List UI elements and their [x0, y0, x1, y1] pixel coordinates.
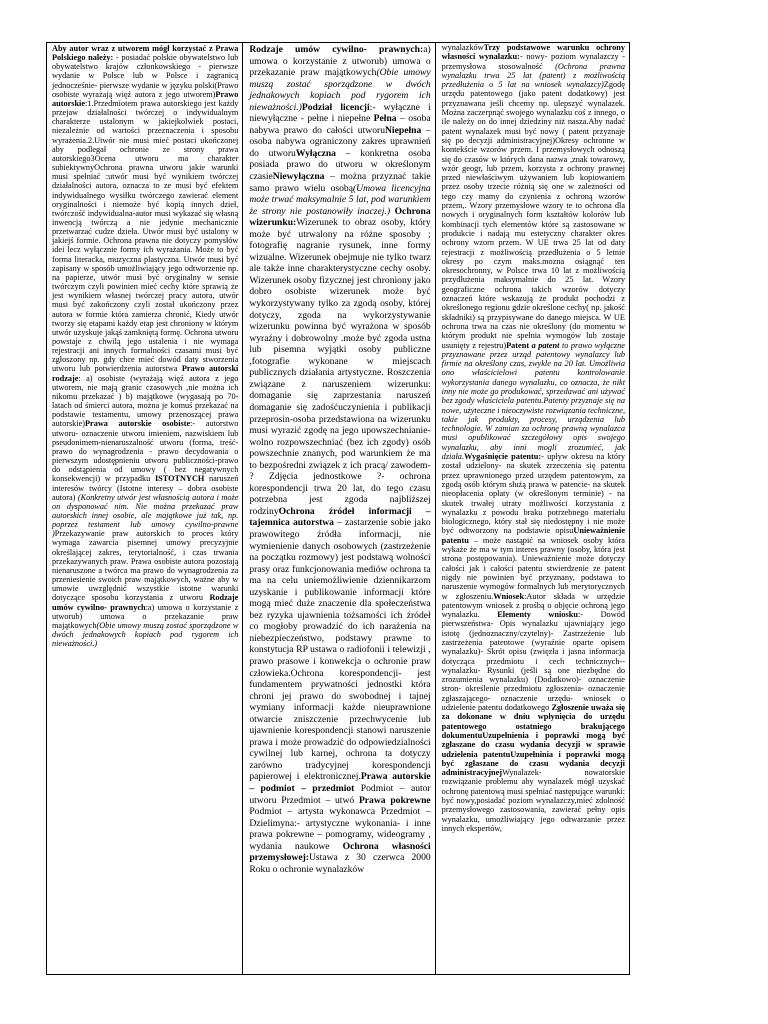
text-run: naruszeń interesów twórcy (Istotne interesy – dobra osobiste autora) [52, 474, 239, 502]
text-run: Unieważnienie patentu [441, 526, 625, 545]
text-run: Ochrona własności przemysłowej: [249, 840, 431, 864]
text-column-1 [47, 43, 242, 974]
text-run: :- wyłączne i niewyłączne - pełne i niepełne [249, 101, 431, 125]
text-run: (Umowa licencyjna może trwać maksymalnie 5 lat, pod warunkiem że strony nie postanowiły inaczej.) [249, 182, 431, 217]
text-run: Prawa autorskie osobiste [85, 419, 191, 429]
text-run: Wygaśnięcie patentu: [464, 452, 542, 462]
text-run: :1.Przedmiotem prawa autorskiego jest każdy przejaw działalności twórczej o indywidualnym charakterze ustalonym w jakiejkolwiek postaci, niezależnie od wartości przeznaczenia i sposobu wyrażenia.2.Utwór nie musi mieć postaci ukończonej aby podlegał ochronie ze strony prawa autorskiego3Ocena utworu ma charakter subiektywnyOchrona prawna utworu jakie warunki musi spełniać :utwór musi być wynikiem twórczej działalności autora, oznacza to ze musi być efektem indywidualnego wysiłku twórczego zawierać element oryginalności i niemoże być kopią innych dzieł, twórczość indywidualna-autor musi wykazać się własną inwencją twórczą a nie jedynie mechanicznie przetwarzać cudze dzieła. Utwór musi być ustalony w jakiejś formie. Ochrona prawna nie dotyczy pomysłów idei lecz wyłącznie formy ich wyrażania. Może to być forma literacka, muzyczna plastyczna. Utwór musi być zapisany w sposób umożliwiający jego odtworzenie np. na papierze, utwór musi być oryginalny w sensie twórczym czyli powinien mieć cechy które sprawią że jest wynikiem własnej twórczej pracy autora, utwór musi być zakończony czyli został ukończony przez autora w formie która zamierza chronić, Kiedy utwór tworzy się etapami każdy etap jest chroniony w którym utwór uzyskuje jakąś zamkniętą formę. Ochrona utworu powstaje z chwilą jego ustalenia i nie wymaga rejestracji ani innych formalności czasami musi być zgłoszony np. gdy chce mieć dowód daty stworzenia utworu lub potwierdzenia autorstwa [52, 98, 239, 374]
text-run: Elementy wniosku [497, 610, 578, 620]
text-run: – osoba nabywa prawo do całości utworu [249, 113, 431, 136]
text-run: : a) osobiste (wyrażają więź autora z jego utworem, nie mają granic czasowych ,nie można ich nikomu przekazać ) b) majątkowe (wygasają po 70-latach od śmierci autora, można je komuś przekazać na podstawie testamentu, umowy przenoszącej prawa autorskie) [52, 373, 239, 429]
text-run: Ochrona wizerunku: [249, 205, 431, 229]
text-run: – może nastąpić na wniosek osoby która wykaże że ma w tym interes prawny (osoby, która jest strona postępowania). Unieważnienie może dotyczy całości jak i całości patentu stwierdzenie ze patent nigdy nie powinien być przyznany, podstawa to naruszenie wymogów formalnych lub merytorycznych w zgłoszeniu. [441, 535, 625, 601]
text-run: Ustawa z 30 czerwca 2000 Roku o ochronie wynalazków [249, 852, 431, 875]
text-run: Podmiot – autor utworu Przedmiot – utwó [249, 783, 431, 806]
text-run: Aby autor wraz z utworem mógł korzystać z Prawa Polskiego należy: [52, 44, 239, 63]
text-run: ISTOTNYCH [154, 474, 205, 484]
text-run: Niepełna [385, 124, 422, 136]
text-run: – zastarzenie sobie jako prawowitego źródła informacji, nie wymienienie danych osobowych (zastrzeżenie na początku rozmowy) jest podstawą wolności prasy oraz funkcjonowania mediów ochrona ta ma na celu uniemożliwienie dziennikarzom uzyskanie i publikowanie informacji które mogą mieć duże znaczenie dla społeczeństwa bez ryzyka ujawnienia tożsamości ich źródeł co mogłoby prowadzić do ich narażenia na niebezpieczeństwo, podstawy prawne to konstytucja RP ustawa o radiofonii i telewizji , prawo prasowe i konwekcja o ochronie praw człowieka.Ochrona korespondencji- jest fundamentem prywatności jednostki która chroni jej prawo do swobodnej i tajnej wymiany informacji każde nieuprawnione otwarcie zniszczenie przechwycenie lub ujawnienie korespondencji stanowi naruszenie prawa i może prowadzić do odpowiedzialności cywilnej lub karnej, ochrona ta dotyczy zarówno tradycyjnej korespondencji papierowej i elektronicznej. [249, 517, 431, 783]
text-run: Pełna [373, 113, 397, 125]
text-run: :Autor składa w urzędzie patentowym wniosek z prośbą o objęcie ochroną jego wynalazku. [441, 591, 625, 620]
text-run: - nowy- poziom wynalazczy -przemysłowa stosowalność [441, 52, 625, 71]
text-run: Wniosek [493, 591, 525, 601]
text-run: Przekazywanie praw autorskich to proces który wymaga zawarcia pisemnej umowy precyzyjnie określającej zakres, terytorialność, i czas trwania przekazywanych praw. Prawa osobiste autora pozostają nienaruszone a twórca ma prawo do wynagrodzenia za przeniesienie swoich praw majątkowych, ważne aby w umowie uwzględnić wszystkie istotne warunki dotyczące sposobu korzystania z utworu [52, 529, 239, 603]
text-run: Wynalazek- nowatorskie rozwiązanie problemu aby wynalazek mógł uzyskać ochronę patentową musi spełniać następujące warunki: być nowy,posiadać poziom wynalazczy,mieć zdolność przemysłowego zastosowania, zawierać pełny opis wynalazku, umożliwiający jego odtwarzanie przez innych ekspertów, [441, 768, 625, 833]
text-run: – konkretna osoba posiada prawo do utworu w określonym czasie [249, 147, 431, 183]
text-run: Rodzaje umów cywilno- prawnych: [249, 44, 424, 55]
text-run: Podmiot – artysta wykonawca Przedmiot – Dzielimyna:- artystyczne wykonania- i inne prawa pokrewne – pomogramy, wideogramy , wydania naukowe [249, 806, 431, 852]
text-run: (Konkretny utwór jest własnością autora i może on dysponować nim. Nie można przekazać praw autorskich innej osobie, ale majątkowe już tak, np. poprzez testament lub umowy cywilno-prawne ) [52, 492, 239, 539]
text-run: to prawo wyłączne przyznawane przez urząd patentowy wynalazcy lub firmie na określony czas, zwykle na 20 lat. Umożliwia ono właścicielowi patentu kontrolowanie wykorzystania danego wynalazku, co oznacza, że nikt inny nie może go produkować, sprzedawać ani używać bez zgody właściciela patentu.Patenty przyznaje się na nowe, użyteczne i nieoczywiste rozwiązania techniczne, takie jak produkty, procesy, urządzenia lub technologie. W zamian za ochronę prawną wynalazca musi opublikować szczegółowy opis swojego wynalazku, aby inni mogli zrozumieć, jak działa. [441, 340, 626, 462]
text-run: Niewyłączna [272, 171, 325, 183]
text-run: a patent [531, 340, 560, 350]
text-run: – można przyznać takie samo prawo wielu osobą [249, 171, 431, 194]
text-run: Prawo autorskie [52, 89, 239, 108]
text-run: Podział licencji [301, 101, 370, 113]
text-run: – osoba nabywa ograniczony zakres uprawnień do utworu [249, 124, 431, 159]
text-run: :- autorstwo utworu- oznaczenie utworu imieniem, nazwiskiem lub pseudonimem-nienaruszalność utworu (forma, treść- prawo do wynagrodzenia - prawo decydowania o pierwszym udostępnieniu utworu publiczności-prawo do odstąpienia od umowy ( bez negatywnych konsekwencji) w przypadku [52, 419, 239, 484]
text-run: :a) umowa o korzystanie z utworub) umowa o przekazanie praw majątkowych [52, 602, 239, 630]
text-run: Patent [506, 340, 530, 350]
text-run: wynalazków [441, 43, 484, 52]
text-column-3 [435, 43, 629, 974]
text-run: (Ochrona prawna wynalazku trwa 25 lat (patent) z możliwością przedłużenia o 5 lat na wniosek wynalazcy) [441, 61, 625, 90]
text-run: (Obie umowy muszą zostać sporządzone w dwóch jednakowych kopiach pod rygorem ich nieważności.) [52, 620, 239, 649]
text-run: Ochrona źródeł informacji – tajemnica autorstwa [249, 505, 431, 529]
text-run: Prawo autorski rodzaje [52, 364, 239, 383]
text-run: Rodzaje umów cywilno- prawnych [52, 593, 239, 612]
text-run: Trzy podstawowe warunku ochrony własności wynalazku: [441, 43, 625, 62]
text-run: Prawa autorskie – podmiot – przedmiot [249, 771, 431, 794]
document-page [46, 42, 630, 975]
text-run: :- Dowód pierwszeństwa- Opis wynalazku ujawniający jego istotę (jednoznaczny/czytelny)- Zastrzeżenie lub zastrzeżenia patentowe (wyraźnie oparte opisem wynalazku)- Skrót opisu (zwięzła i jasna informacja dotycząca przedmiotu i cech technicznych--wynalazku- Rysunki (jeśli są one niezbędne do zrozumienia wynalazku) (Dodatkowo)- oznaczenie stron- określenie przedmiotu zgłoszenia- oznaczenie zgłaszającego- oznaczenie urzędu- wniosek o udzielenie patentu dodatkowego [441, 610, 625, 713]
text-run: Zgłoszenie uważa się za dokonane w dniu wpłynięcia do urzędu patentowego ostatniego brakującego dokumentuUzupełnienia i poprawki mogą być zgłaszane do czasu wydania decyzji w sprawie udzielenia patentuUzupełninia i poprawki mogą być zgłaszane do czasu wydania decyzji administracyjnej [441, 703, 625, 778]
text-run: a) umowa o korzystanie z utworub) umowa o przekazanie praw majątkowych [249, 44, 431, 79]
text-column-2 [242, 43, 434, 974]
text-run: Wyłączna [295, 147, 336, 159]
text-run: Prawa pokrewne [358, 794, 431, 806]
text-run: - upływ okresu na który został udzielony- na skutek zrzeczenia się patentu przez uprawnionego przed urzędem patentowym, za zgodą osób którym służą prawa w patencie- na skutek nieopłacenia opłaty (w określonym terminie) - na skutek trwałej utraty możliwości korzystania z wynalazku z powodu braku potrzebnego materiału biologicznego, który stał się niedostępny i nie może być odtworzony na podstawie opisu [441, 452, 625, 536]
text-run: Wizerunek to obraz osoby, który może być utrwalony na różne sposoby ; fotografię nagranie rysunek, inne formy wizualne. Wizerunek obejmuje nie tylko twarz ale także inne charakterystyczne cechy osoby. Wizerunek osoby fizycznej jest chroniony jako dobro osobiste wizerunek może być wykorzystywany tylko za zgodą osoby, której dotyczy, zgoda na wykorzystywanie wizerunku powinna być wyrażona w sposób wyraźny i dobrowolny .może być zgoda ustna lub pisemna wyjątki osoby publiczne ,fotografie wykonane w miejscach publicznych działania artystyczne. Roszczenia związane z naruszeniem wizerunku: domaganie się zaprzestania naruszeń domaganie się zadośćuczynienia i publikacji przeprosin-osoba przedstawiona na wizerunku musi wyrazić zgodę na jego upowszechnianie-wolno rozpowszechniać (bez ich zgody) osób powszechnie znanych, pod warunkiem że ma to bezpośredni związek z ich pracą/ zawodem- ? Zdjęcia jednostkowe ?- ochrona korespondencji trwa 20 lat, do tego czasu potrzebna jest zgoda najbliższej rodziny [249, 217, 431, 517]
text-run: (Obie umowy muszą zostać sporządzone w dwóch jednakowych kopiach pod rygorem ich nieważności.) [249, 67, 431, 113]
text-run: Zgodę urzędu patentowego (jako patent dodatkowy) jest przyznawana jeśli chcemy np. ulepszyć wynalazek. Można zaczerpnąć swojego wynalazku coś z innego, o ile należy on do innej dziedziny niż nasza.Aby nadać patent wynalazek musi być nowy ( patent przyznaje się po decyzji administracyjnej)Okresy ochronne w kontekście wzorów przem. I przemysłowych odnoszą się do czasów w których dana nazwa ,znak towarowy, wzór geogr, lub przem, korzysta z ochrony prawnej przed niewłaściwym używaniem lub kopiowaniem przez osoby trzecie różnią się one w zależności od tego czy mamy do czynienia z ochroną wzorów przem,. Wzory przemysłowe wzory te to ochrona dla nowych i oryginalnych form kształtów kolorów lub kombinacji tych elementów które są zastosowane w produkcie i nadają mu estetyczny charakter okres ochrony wzorn przem. W UE trwa 25 lat od daty rejestracji z możliwością przedłużenia o 5 letnie okresy po czym maks.mozna osiągnąć ten okresochronny, w Polsce trwa 10 lat z możliwością przydłużenia maksymalnie do 25 lat. Wzory geograficzne ochrona takich wzorów dotyczy oznaczeń które wskazują że produkt pochodzi z określonego regionu gdzie określone cechy( np. jakość składniki) są przypisywane do danego miejsca. W UE ochrona trwa na czas nie określony (do momentu w którym produkt nie spełnia wymogów lub zostaje usunięty z rejestru) [441, 80, 625, 350]
text-run: - posiadać polskie obywatelstwo lub obywatelstwo krajów członkowskiego - pierwsze wydanie w Polsce lub w Polsce i zagranicą jednocześnie- pierwsze wydanie w języku polski(Prawo osobiste wyrażają więź autora z jego utworem) [52, 53, 239, 99]
